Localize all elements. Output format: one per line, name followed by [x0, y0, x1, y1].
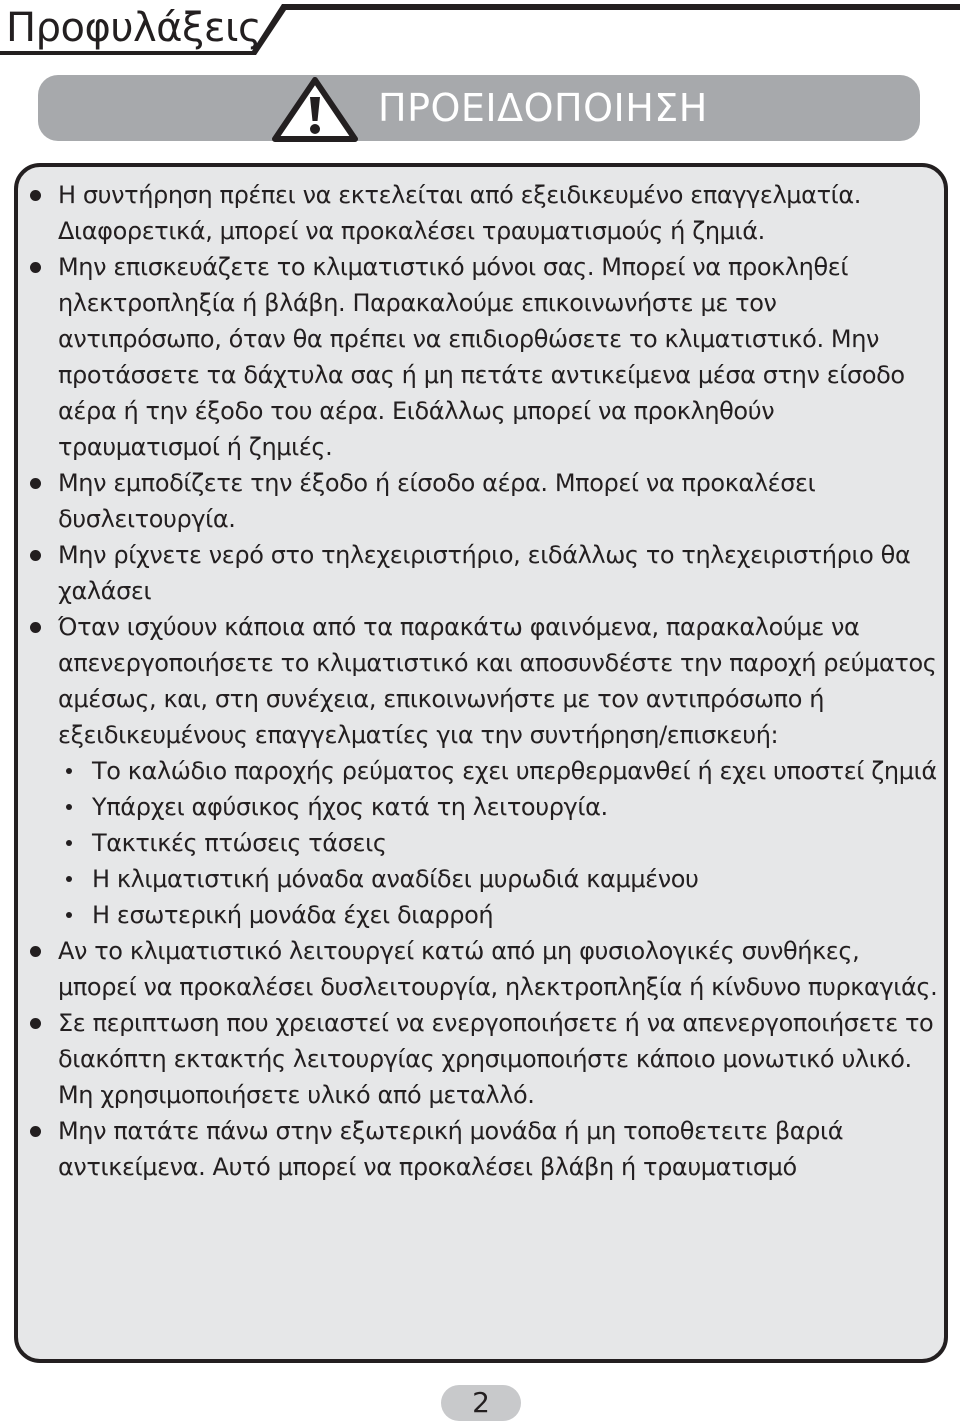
bullet-icon: [30, 946, 41, 957]
page-title: Προφυλάξεις: [6, 5, 261, 51]
bullet-icon: [30, 622, 41, 633]
symptom-item: [58, 825, 938, 861]
symptom-text: Τακτικές πτώσεις τάσεις: [92, 829, 387, 857]
warning-item: [18, 1113, 944, 1185]
symptom-list: [58, 753, 938, 933]
warning-banner: [38, 75, 920, 141]
warning-item: [18, 1005, 944, 1113]
warning-item: [18, 177, 944, 249]
symptom-text: Το καλώδιο παροχής ρεύματος εχει υπερθερμανθεί ή εχει υποστεί ζημιά: [92, 757, 937, 785]
symptom-item: [58, 897, 938, 933]
warning-item-text: Σε περιπτωση που χρειαστεί να ενεργοποιήσετε ή να απενεργοποιήσετε το διακόπτη εκτακτής λειτουργίας χρησιμοποιήστε κάποιο μονωτικό υλικό. Μη χρησιμοποιήσετε υλικό από μεταλλό.: [58, 1009, 934, 1109]
warning-triangle-icon: [270, 77, 360, 143]
warning-item-text: Όταν ισχύουν κάποια από τα παρακάτω φαινόμενα, παρακαλούμε να απενεργοποιήσετε το κλιματιστικό και αποσυνδέστε την παροχή ρεύματος αμέσως, και, στη συνέχεια, επικοινωνήστε με τον αντιπρόσωπο ή εξειδικευμένους επαγγελματίες για την συντήρηση/επισκευή:: [58, 613, 937, 749]
warning-item: [18, 465, 944, 537]
bullet-icon: [30, 190, 41, 201]
page-header: [0, 0, 960, 60]
page-number: 2: [441, 1385, 521, 1421]
sub-bullet-icon: [66, 912, 72, 918]
symptom-item: [58, 789, 938, 825]
sub-bullet-icon: [66, 804, 72, 810]
bullet-icon: [30, 1126, 41, 1137]
warning-item-text: Αν το κλιματιστικό λειτουργεί κατώ από μη φυσιολογικές συνθήκες, μπορεί να προκαλέσει δυσλειτουργία, ηλεκτροπληξία ή κίνδυνο πυρκαγιάς.: [58, 937, 938, 1001]
warning-item: [18, 249, 944, 465]
sub-bullet-icon: [66, 840, 72, 846]
warning-item: [18, 537, 944, 609]
bullet-icon: [30, 262, 41, 273]
warning-panel: [14, 163, 948, 1363]
symptom-item: [58, 861, 938, 897]
sub-bullet-icon: [66, 876, 72, 882]
warning-list: [18, 177, 944, 1185]
bullet-icon: [30, 478, 41, 489]
warning-item-text: Μην εμποδίζετε την έξοδο ή είσοδο αέρα. Μπορεί να προκαλέσει δυσλειτουργία.: [58, 469, 816, 533]
warning-item-text: Μην πατάτε πάνω στην εξωτερική μονάδα ή μη τοποθετειτε βαριά αντικείμενα. Αυτό μπορεί να προκαλέσει βλάβη ή τραυματισμό: [58, 1117, 844, 1181]
symptom-item: [58, 753, 938, 789]
warning-item-text: Η συντήρηση πρέπει να εκτελείται από εξειδικευμένο επαγγελματία. Διαφορετικά, μπορεί να προκαλέσει τραυματισμούς ή ζημιά.: [58, 181, 862, 245]
symptom-text: Η εσωτερική μονάδα έχει διαρροή: [92, 901, 494, 929]
warning-item-text: Μην ρίχνετε νερό στο τηλεχειριστήριο, ειδάλλως το τηλεχειριστήριο θα χαλάσει: [58, 541, 911, 605]
warning-heading: ΠΡΟΕΙΔΟΠΟΙΗΣΗ: [378, 86, 708, 130]
bullet-icon: [30, 1018, 41, 1029]
warning-item: [18, 609, 944, 933]
sub-bullet-icon: [66, 768, 72, 774]
symptom-text: Η κλιματιστική μόναδα αναδίδει μυρωδιά καμμένου: [92, 865, 699, 893]
bullet-icon: [30, 550, 41, 561]
warning-item-text: Μην επισκευάζετε το κλιματιστικό μόνοι σας. Μπορεί να προκληθεί ηλεκτροπληξία ή βλάβη. Παρακαλούμε επικοινωνήστε με τον αντιπρόσωπο, όταν θα πρέπει να επιδιορθώσετε το κλιματιστικό. Μην προτάσσετε τα δάχτυλα σας ή μη πετάτε αντικείμενα μέσα στην είσοδο αέρα ή την έξοδο του αέρα. Ειδάλλως μπορεί να προκληθούν τραυματισμοί ή ζημιές.: [58, 253, 905, 461]
warning-item: [18, 933, 944, 1005]
symptom-text: Υπάρχει αφύσικος ήχος κατά τη λειτουργία.: [92, 793, 608, 821]
